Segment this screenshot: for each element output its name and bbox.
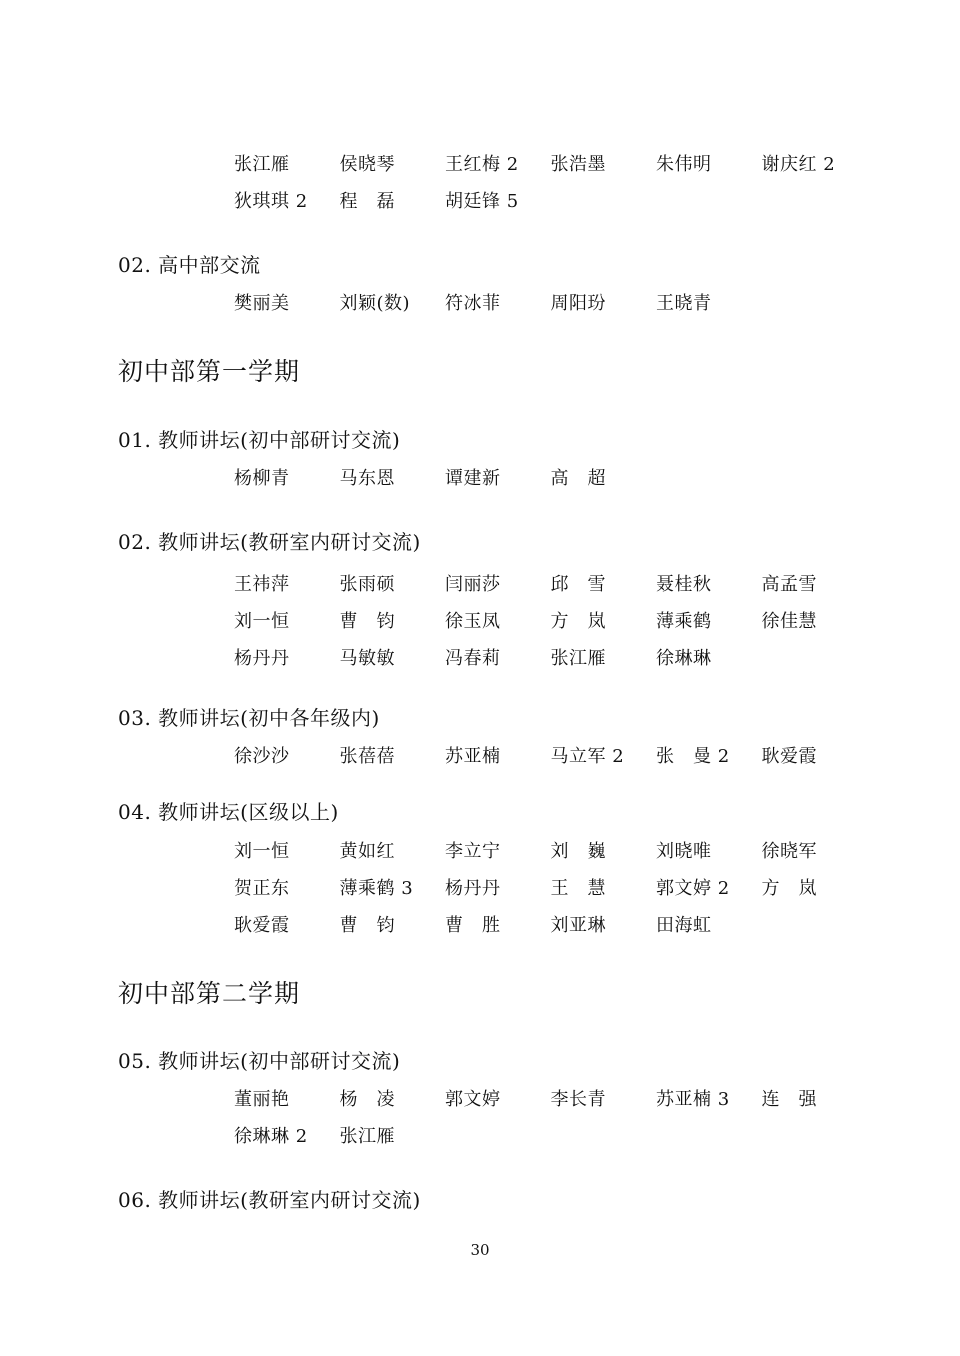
teacher-name: 方 岚 [761, 877, 817, 899]
teacher-name: 耿爱霞 [761, 745, 817, 767]
name-row [234, 736, 874, 773]
teacher-name: 徐琳琳 [656, 647, 712, 669]
teacher-name: 刘 巍 [550, 840, 606, 862]
teacher-name: 樊丽美 [234, 292, 290, 314]
section-heading: 初中部第一学期 [118, 357, 301, 386]
teacher-name: 马东恩 [339, 467, 395, 489]
teacher-name: 张江雁 [234, 153, 290, 175]
teacher-name: 贺正东 [234, 877, 290, 899]
teacher-name: 张蓓蓓 [339, 745, 395, 767]
teacher-name: 杨丹丹 [234, 647, 290, 669]
section-heading: 初中部第二学期 [118, 979, 301, 1008]
group-heading: 03. 教师讲坛(初中各年级内) [118, 706, 380, 730]
name-row [234, 831, 874, 868]
group-name-list [234, 564, 874, 675]
group-name-list [234, 458, 874, 495]
teacher-name: 徐佳慧 [761, 610, 817, 632]
teacher-name: 冯春莉 [445, 647, 501, 669]
teacher-name: 符冰菲 [445, 292, 501, 314]
name-row [234, 181, 874, 218]
teacher-name: 方 岚 [550, 610, 606, 632]
group-heading: 01. 教师讲坛(初中部研讨交流) [118, 428, 401, 452]
teacher-name: 胡廷锋 5 [445, 190, 519, 212]
teacher-name: 李立宁 [445, 840, 501, 862]
teacher-name: 马敏敏 [339, 647, 395, 669]
name-row [234, 868, 874, 905]
teacher-name: 张江雁 [339, 1125, 395, 1147]
teacher-name: 张雨硕 [339, 573, 395, 595]
teacher-name: 张江雁 [550, 647, 606, 669]
teacher-name: 朱伟明 [656, 153, 712, 175]
teacher-name: 刘晓唯 [656, 840, 712, 862]
teacher-name: 高孟雪 [761, 573, 817, 595]
teacher-name: 杨丹丹 [445, 877, 501, 899]
teacher-name: 杨柳青 [234, 467, 290, 489]
name-row [234, 1116, 874, 1153]
teacher-name: 刘亚琳 [550, 914, 606, 936]
continuation-name-list [234, 144, 874, 218]
teacher-name: 郭文婷 2 [656, 877, 730, 899]
teacher-name: 薄乘鹤 [656, 610, 712, 632]
teacher-name: 徐玉凤 [445, 610, 501, 632]
name-row [234, 601, 874, 638]
teacher-name: 杨 凌 [339, 1088, 395, 1110]
teacher-name: 邱 雪 [550, 573, 606, 595]
teacher-name: 王红梅 2 [445, 153, 519, 175]
name-row [234, 564, 874, 601]
group-name-list [234, 831, 874, 942]
teacher-name: 王晓青 [656, 292, 712, 314]
teacher-name: 刘一恒 [234, 840, 290, 862]
teacher-name: 徐晓军 [761, 840, 817, 862]
teacher-name: 马立军 2 [550, 745, 625, 767]
page-number: 30 [470, 1241, 490, 1259]
teacher-name: 王 慧 [550, 877, 606, 899]
teacher-name: 黄如红 [339, 840, 395, 862]
teacher-name: 侯晓琴 [339, 153, 395, 175]
name-row [234, 458, 874, 495]
teacher-name: 田海虹 [656, 914, 712, 936]
teacher-name: 谭建新 [445, 467, 501, 489]
teacher-name: 李长青 [550, 1088, 606, 1110]
teacher-name: 苏亚楠 [445, 745, 501, 767]
teacher-name: 曹 胜 [445, 914, 501, 936]
teacher-name: 高 超 [550, 467, 606, 489]
group-heading: 06. 教师讲坛(教研室内研讨交流) [118, 1188, 421, 1212]
group-heading: 05. 教师讲坛(初中部研讨交流) [118, 1049, 401, 1073]
group-name-list [234, 1079, 874, 1153]
group-heading: 04. 教师讲坛(区级以上) [118, 800, 339, 824]
group-heading: 02. 高中部交流 [118, 253, 261, 277]
teacher-name: 徐沙沙 [234, 745, 290, 767]
teacher-name: 曹 钧 [339, 914, 395, 936]
teacher-name: 谢庆红 2 [761, 153, 836, 175]
teacher-name: 张 曼 2 [656, 745, 730, 767]
teacher-name: 薄乘鹤 3 [339, 877, 414, 899]
teacher-name: 程 磊 [339, 190, 395, 212]
teacher-name: 狄琪琪 2 [234, 190, 308, 212]
teacher-name: 聂桂秋 [656, 573, 712, 595]
teacher-name: 闫丽莎 [445, 573, 501, 595]
teacher-name: 耿爱霞 [234, 914, 290, 936]
name-row [234, 1079, 874, 1116]
teacher-name: 郭文婷 [445, 1088, 501, 1110]
name-row [234, 144, 874, 181]
group-name-list [234, 736, 874, 773]
name-row [234, 905, 874, 942]
teacher-name: 刘颖(数) [339, 292, 411, 314]
teacher-name: 曹 钧 [339, 610, 395, 632]
group-heading: 02. 教师讲坛(教研室内研讨交流) [118, 530, 421, 554]
teacher-name: 苏亚楠 3 [656, 1088, 730, 1110]
name-row [234, 283, 874, 320]
hs-exchange-name-list [234, 283, 874, 320]
teacher-name: 王祎萍 [234, 573, 290, 595]
teacher-name: 张浩墨 [550, 153, 606, 175]
teacher-name: 董丽艳 [234, 1088, 290, 1110]
teacher-name: 连 强 [761, 1088, 817, 1110]
teacher-name: 周阳玢 [550, 292, 606, 314]
name-row [234, 638, 874, 675]
teacher-name: 刘一恒 [234, 610, 290, 632]
teacher-name: 徐琳琳 2 [234, 1125, 308, 1147]
